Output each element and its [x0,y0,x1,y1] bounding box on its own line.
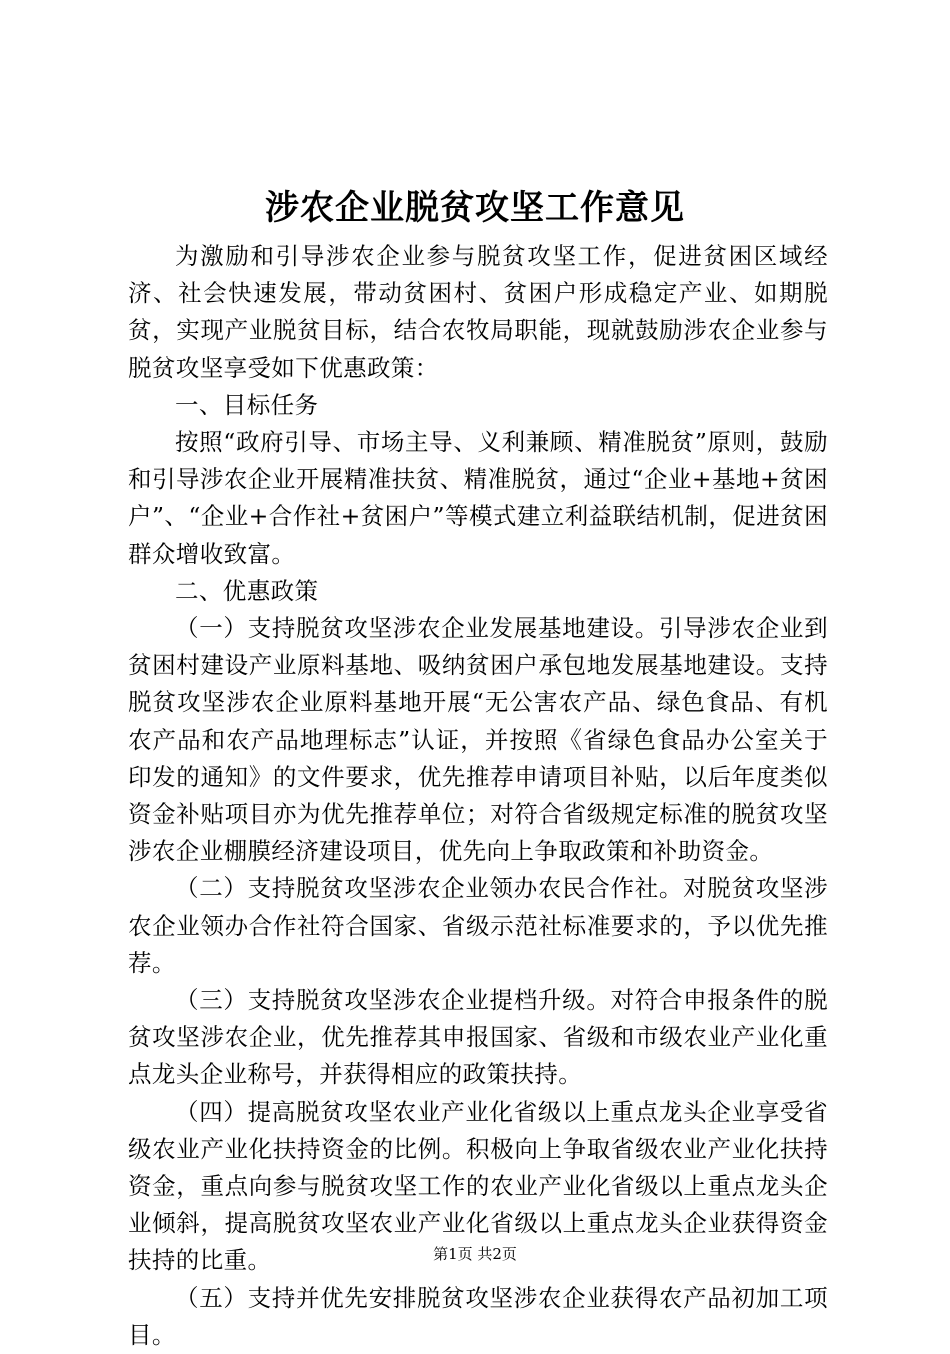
document-title: 涉农企业脱贫攻坚工作意见 [265,188,685,228]
policy-paragraph-1: （一）支持脱贫攻坚涉农企业发展基地建设。引导涉农企业到贫困村建设产业原料基地、吸纳贫困户承包地发展基地建设。支持脱贫攻坚涉农企业原料基地开展“无公害农产品、绿色食品、有机农产品和农产品地理标志”认证，并按照《省绿色食品办公室关于印发的通知》的文件要求，优先推荐申请项目补贴，以后年度类似资金补贴项目亦为优先推荐单位；对符合省级规定标准的脱贫攻坚涉农企业棚膜经济建设项目，优先向上争取政策和补助资金。 [128,614,828,866]
policy-paragraph-5: （五）支持并优先安排脱贫攻坚涉农企业获得农产品初加工项目。 [128,1283,828,1349]
goals-paragraph: 按照“政府引导、市场主导、义利兼顾、精准脱贫”原则，鼓励和引导涉农企业开展精准扶贫、精准脱贫，通过“企业+基地+贫困户”、“企业+合作社+贫困户”等模式建立利益联结机制，促进贫困群众增收致富。 [128,428,828,568]
policy-paragraph-2: （二）支持脱贫攻坚涉农企业领办农民合作社。对脱贫攻坚涉农企业领办合作社符合国家、省级示范社标准要求的，予以优先推荐。 [128,874,828,977]
intro-paragraph: 为激励和引导涉农企业参与脱贫攻坚工作，促进贫困区域经济、社会快速发展，带动贫困村、贫困户形成稳定产业、如期脱贫，实现产业脱贫目标，结合农牧局职能，现就鼓励涉农企业参与脱贫攻坚享受如下优惠政策： [128,242,828,382]
section-heading-policies: 二、优惠政策 [175,576,319,605]
document-body [128,238,828,1354]
policy-paragraph-3: （三）支持脱贫攻坚涉农企业提档升级。对符合申报条件的脱贫攻坚涉农企业，优先推荐其申报国家、省级和市级农业产业化重点龙头企业称号，并获得相应的政策扶持。 [128,986,828,1089]
section-heading-goals: 一、目标任务 [175,390,319,419]
page-number-footer: 第1页 共2页 [433,1245,517,1263]
policy-paragraph-4: （四）提高脱贫攻坚农业产业化省级以上重点龙头企业享受省级农业产业化扶持资金的比例。积极向上争取省级农业产业化扶持资金，重点向参与脱贫攻坚工作的农业产业化省级以上重点龙头企业倾斜，提高脱贫攻坚农业产业化省级以上重点龙头企业获得资金扶持的比重。 [128,1097,828,1275]
